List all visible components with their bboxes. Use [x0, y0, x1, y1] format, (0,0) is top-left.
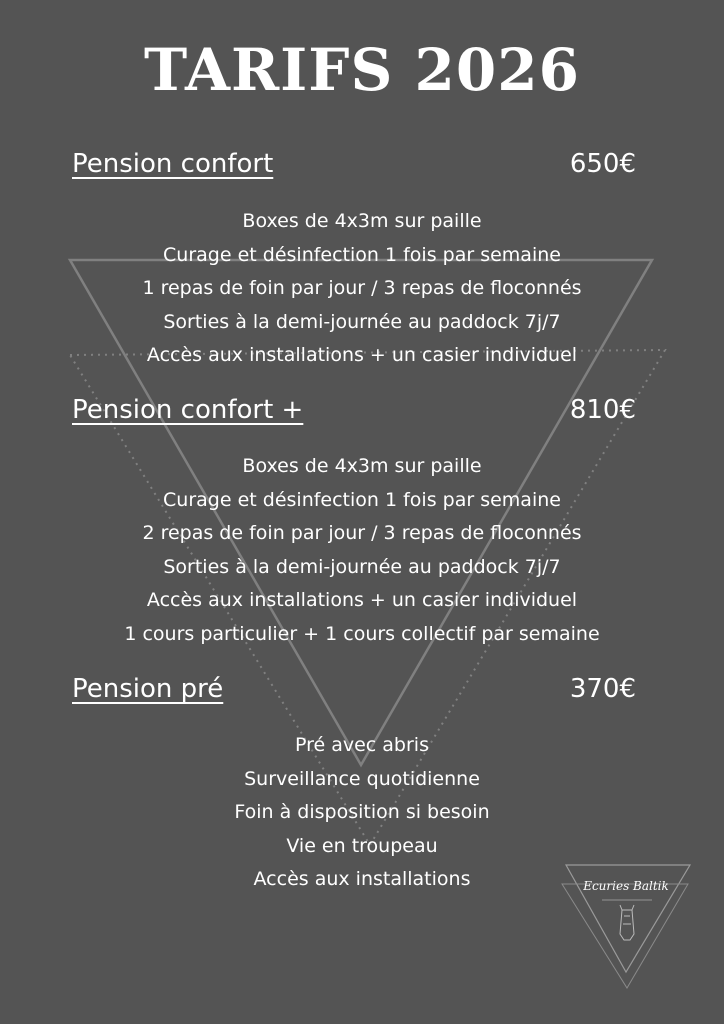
feature-list-confort	[0, 205, 724, 373]
section-price: 810€	[569, 395, 636, 425]
section-title: Pension confort	[72, 149, 274, 179]
section-price: 650€	[569, 149, 636, 179]
feature-item: Pré avec abris	[294, 734, 429, 756]
feature-item: Accès aux installations + un casier individuel	[146, 344, 578, 367]
feature-item: Curage et désinfection 1 fois par semaine	[163, 243, 561, 266]
horse-head-icon	[620, 905, 634, 940]
section-title: Pension pré	[72, 674, 224, 704]
feature-item: Sorties à la demi-journée au paddock 7j/7	[163, 555, 561, 578]
feature-item: Vie en troupeau	[286, 834, 438, 857]
section-header-confort	[72, 146, 636, 186]
feature-item: Curage et désinfection 1 fois par semaine	[163, 488, 561, 511]
feature-item: Accès aux installations + un casier individuel	[146, 589, 578, 612]
logo	[560, 860, 694, 994]
logo-text: Ecuries Baltik	[583, 879, 669, 893]
feature-item: 2 repas de foin par jour / 3 repas de floconnés	[142, 522, 582, 545]
feature-item: Foin à disposition si besoin	[234, 801, 490, 824]
feature-item: Sorties à la demi-journée au paddock 7j/7	[163, 310, 561, 333]
feature-list-confort-plus	[0, 450, 724, 652]
feature-item: Boxes de 4x3m sur paille	[242, 455, 482, 477]
section-header-confort-plus	[72, 392, 636, 432]
section-header-pre	[72, 671, 636, 711]
feature-item: Surveillance quotidienne	[244, 767, 480, 790]
feature-item: 1 cours particulier + 1 cours collectif par semaine	[124, 622, 600, 645]
section-price: 370€	[569, 674, 636, 704]
feature-item: 1 repas de foin par jour / 3 repas de floconnés	[142, 277, 582, 300]
section-title: Pension confort +	[72, 395, 304, 425]
feature-item: Accès aux installations	[253, 868, 471, 891]
page-title: TARIFS 2026	[143, 36, 580, 104]
feature-item: Boxes de 4x3m sur paille	[242, 210, 482, 232]
